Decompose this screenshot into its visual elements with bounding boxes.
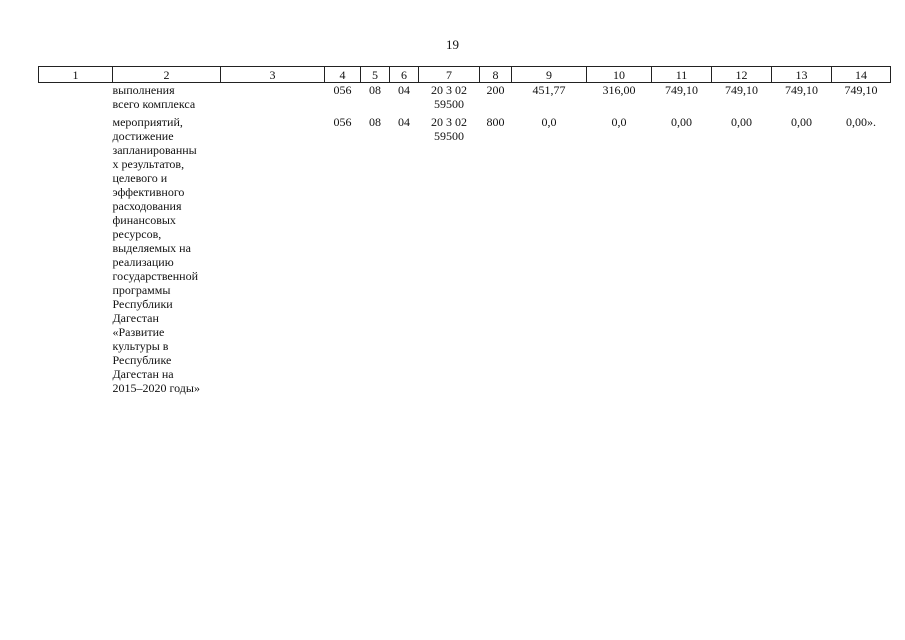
cell-value-10: 316,00 — [602, 83, 636, 97]
desc-line: Республики — [112, 297, 173, 311]
header-col-10: 10 — [587, 67, 652, 83]
cell-value-11: 0,00 — [671, 115, 692, 129]
budget-table — [38, 66, 891, 395]
cell-target-article — [419, 115, 480, 395]
cell-value-10: 0,0 — [611, 115, 627, 129]
cell-value-9: 0,0 — [541, 115, 557, 129]
desc-line: х результатов, — [112, 157, 185, 171]
header-col-7: 7 — [419, 67, 480, 83]
cell-admin-code: 056 — [333, 115, 352, 129]
description-cell — [113, 115, 221, 395]
desc-line: Дагестан на — [112, 367, 174, 381]
cell-value-11: 749,10 — [665, 83, 698, 97]
desc-line: ресурсов, — [112, 227, 162, 241]
desc-line: эффективного — [112, 185, 185, 199]
desc-line: культуры в — [112, 339, 169, 353]
cell-section: 08 — [369, 115, 381, 129]
cell-value-9: 451,77 — [532, 83, 566, 97]
header-col-8: 8 — [480, 67, 512, 83]
header-row — [39, 67, 891, 83]
target-article-line2: 59500 — [434, 129, 464, 143]
target-article-line1: 20 3 02 — [431, 115, 467, 129]
cell-value-13: 749,10 — [785, 83, 818, 97]
desc-line: расходования — [112, 199, 182, 213]
desc-line: Дагестан — [112, 311, 159, 325]
cell-subsection: 04 — [398, 115, 410, 129]
desc-line: 2015–2020 годы» — [112, 381, 200, 395]
desc-line: финансовых — [112, 213, 176, 227]
page-number: 19 — [446, 37, 459, 52]
header-col-13: 13 — [772, 67, 832, 83]
desc-line: достижение — [112, 129, 174, 143]
desc-line: целевого и — [112, 171, 168, 185]
header-col-9: 9 — [512, 67, 587, 83]
header-col-2: 2 — [113, 67, 221, 83]
cell-value-14: 749,10 — [844, 83, 878, 97]
cell-value-14: 0,00». — [846, 115, 876, 129]
cell-value-13: 0,00 — [791, 115, 812, 129]
header-col-4: 4 — [325, 67, 361, 83]
desc-line: выделяемых на — [112, 241, 191, 255]
table-row — [39, 115, 891, 395]
target-article-line2: 59500 — [434, 97, 464, 111]
header-col-12: 12 — [712, 67, 772, 83]
table-row — [39, 83, 891, 112]
desc-line: мероприятий, — [112, 115, 183, 129]
desc-line: программы — [112, 283, 171, 297]
description-cell — [113, 83, 221, 112]
cell-expense-type: 200 — [486, 83, 505, 97]
desc-line: выполнения — [112, 83, 175, 97]
desc-line: реализацию — [112, 255, 174, 269]
cell-value-12: 749,10 — [725, 83, 758, 97]
desc-line: «Развитие — [112, 325, 165, 339]
cell-value-12: 0,00 — [731, 115, 752, 129]
header-col-11: 11 — [652, 67, 712, 83]
header-col-14: 14 — [832, 67, 891, 83]
desc-line: всего комплекса — [112, 97, 196, 111]
cell-subsection: 04 — [398, 83, 410, 97]
cell-admin-code: 056 — [333, 83, 352, 97]
desc-line: государственной — [112, 269, 199, 283]
header-col-6: 6 — [390, 67, 419, 83]
header-col-1: 1 — [39, 67, 113, 83]
cell-target-article — [419, 83, 480, 112]
header-col-5: 5 — [361, 67, 390, 83]
header-col-3: 3 — [221, 67, 325, 83]
cell-section: 08 — [369, 83, 381, 97]
target-article-line1: 20 3 02 — [431, 83, 467, 97]
desc-line: запланированны — [112, 143, 197, 157]
desc-line: Республике — [112, 353, 172, 367]
cell-expense-type: 800 — [486, 115, 505, 129]
